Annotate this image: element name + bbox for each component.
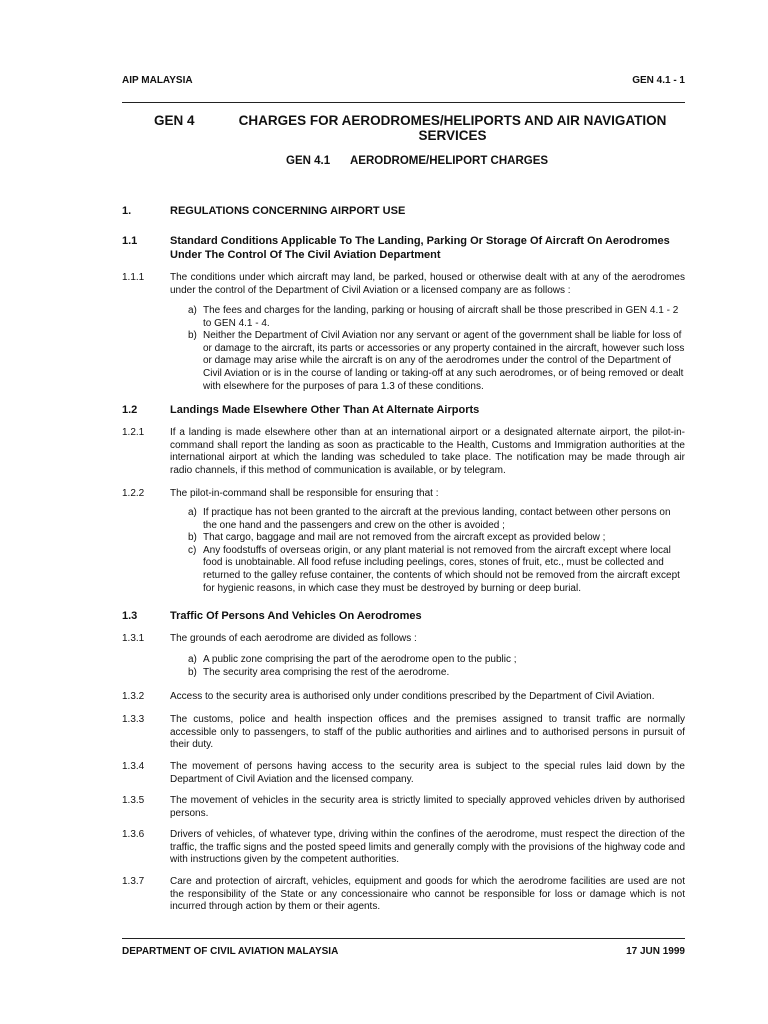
paragraph-text: The customs, police and health inspection offices and the premises assigned to transit traffic are normally accessible only to passengers, to staff of the public authorities and airlines and to authorised persons in pursuit of their duty.	[170, 714, 685, 751]
paragraph-number: 1.3.2	[122, 691, 145, 702]
list-marker: a)	[188, 305, 197, 316]
paragraph-number: 1.3.5	[122, 795, 145, 806]
paragraph-text: The movement of persons having access to the security area is subject to the special rules laid down by the Department of Civil Aviation and the licensed company.	[170, 761, 685, 785]
page-header	[122, 75, 685, 86]
footer-department: DEPARTMENT OF CIVIL AVIATION MALAYSIA	[122, 946, 339, 957]
subtitle-text: AERODROME/HELIPORT CHARGES	[350, 155, 549, 167]
section-title: Standard Conditions Applicable To The Landing, Parking Or Storage Of Aircraft On Aerodromes Under The Control Of The Civil Aviation Department	[170, 235, 670, 261]
section-title: Landings Made Elsewhere Other Than At Alternate Airports	[170, 404, 480, 416]
paragraph-text: If a landing is made elsewhere other than at an international airport or a designated alternate airport, the pilot-in-command shall report the landing as soon as practicable to the Health, Customs and Immigration authorities at the international airport at which the landing was scheduled to take place. The notification may be made through air radio channels, if this method of communication is available, or by telegram.	[170, 427, 685, 476]
header-publication: AIP MALAYSIA	[122, 75, 193, 86]
paragraph-number: 1.2.1	[122, 427, 145, 438]
header-page-ref: GEN 4.1 - 1	[632, 75, 685, 86]
subtitle-number: GEN 4.1	[286, 155, 331, 167]
paragraph-text: Access to the security area is authorised only under conditions prescribed by the Department of Civil Aviation.	[170, 691, 655, 702]
list-item	[188, 507, 685, 532]
section-number: 1.	[122, 205, 132, 217]
page-footer	[122, 946, 685, 957]
list-marker: b)	[188, 330, 197, 342]
list-item	[188, 654, 685, 667]
paragraph-list	[188, 507, 685, 595]
section-title: Traffic Of Persons And Vehicles On Aerodromes	[170, 610, 422, 622]
paragraph-text: The conditions under which aircraft may land, be parked, housed or otherwise dealt with at any of the aerodromes under the control of the Department of Civil Aviation or a licensed company are as follows :	[170, 272, 685, 296]
list-marker: b)	[188, 532, 197, 544]
list-item-text: If practique has not been granted to the aircraft at the previous landing, contact between other persons on the one hand and the passengers and crew on the other is avoided ;	[203, 507, 671, 531]
list-item-text: The fees and charges for the landing, parking or housing of aircraft shall be those prescribed in GEN 4.1 - 2 to GEN 4.1 - 4.	[203, 305, 679, 329]
list-item-text: The security area comprising the rest of the aerodrome.	[203, 666, 450, 678]
paragraph-text: Drivers of vehicles, of whatever type, driving within the confines of the aerodrome, must respect the direction of the traffic, the traffic signs and the posted speed limits and generally comply with the provisions of the highway code and with instructions given by the competent authorities.	[170, 829, 685, 866]
list-item	[188, 330, 685, 393]
paragraph-list	[188, 305, 685, 393]
list-marker: c)	[188, 544, 197, 556]
section-number: 1.3	[122, 610, 138, 622]
paragraph-number: 1.3.6	[122, 829, 145, 840]
section-number: 1.2	[122, 404, 138, 416]
list-marker: a)	[188, 654, 197, 665]
paragraph-number: 1.2.2	[122, 488, 145, 499]
section-number: 1.1	[122, 235, 138, 247]
footer-rule	[122, 938, 685, 939]
paragraph-number: 1.3.7	[122, 876, 145, 887]
list-item-text: That cargo, baggage and mail are not removed from the aircraft except as provided below ;	[203, 532, 606, 544]
paragraph-text: The pilot-in-command shall be responsible for ensuring that :	[170, 488, 439, 499]
title-text: CHARGES FOR AERODROMES/HELIPORTS AND AIR NAVIGATION SERVICES	[238, 113, 667, 143]
paragraph-number: 1.3.3	[122, 714, 145, 725]
list-marker: a)	[188, 507, 197, 518]
paragraph-text: The grounds of each aerodrome are divided as follows :	[170, 633, 417, 644]
paragraph-text: The movement of vehicles in the security area is strictly limited to specially approved vehicles driven by authorised persons.	[170, 795, 685, 819]
list-item	[188, 305, 685, 330]
list-item-text: Neither the Department of Civil Aviation nor any servant or agent of the government shall be liable for loss of or damage to the aircraft, its parts or accessories or any property contained in the aircraft, however such loss or damage may arise while the aircraft is on any of the aerodromes under the control of the Department of Civil Aviation or is in the course of landing or taking-off at any such aerodromes, or of being removed or dealt with elsewhere for the purposes of para 1.3 of these conditions.	[203, 330, 685, 392]
list-item-text: Any foodstuffs of overseas origin, or any plant material is not removed from the aircraft except where local food is unobtainable. All food refuse including peelings, cores, stones of fruit, etc., must be collected and returned to the galley refuse container, the contents of which should not be removed from the aircraft except for hygienic reasons, in which case they must be destroyed by burning or deep burial.	[203, 544, 680, 594]
list-item	[188, 667, 685, 680]
list-marker: b)	[188, 666, 197, 678]
paragraph-number: 1.1.1	[122, 272, 145, 283]
list-item	[188, 532, 685, 545]
list-item-text: A public zone comprising the part of the aerodrome open to the public ;	[203, 654, 517, 665]
footer-date: 17 JUN 1999	[626, 946, 685, 957]
paragraph-list	[188, 654, 685, 679]
title-number: GEN 4	[154, 113, 195, 128]
list-item	[188, 545, 685, 595]
paragraph-number: 1.3.4	[122, 761, 145, 772]
section-title: REGULATIONS CONCERNING AIRPORT USE	[170, 205, 406, 217]
paragraph-number: 1.3.1	[122, 633, 145, 644]
paragraph-text: Care and protection of aircraft, vehicles, equipment and goods for which the aerodrome facilities are used are not the responsibility of the State or any concessionaire who cannot be responsible for loss or damage which is not incurred through action by them or their agents.	[170, 876, 685, 913]
header-rule	[122, 102, 685, 103]
